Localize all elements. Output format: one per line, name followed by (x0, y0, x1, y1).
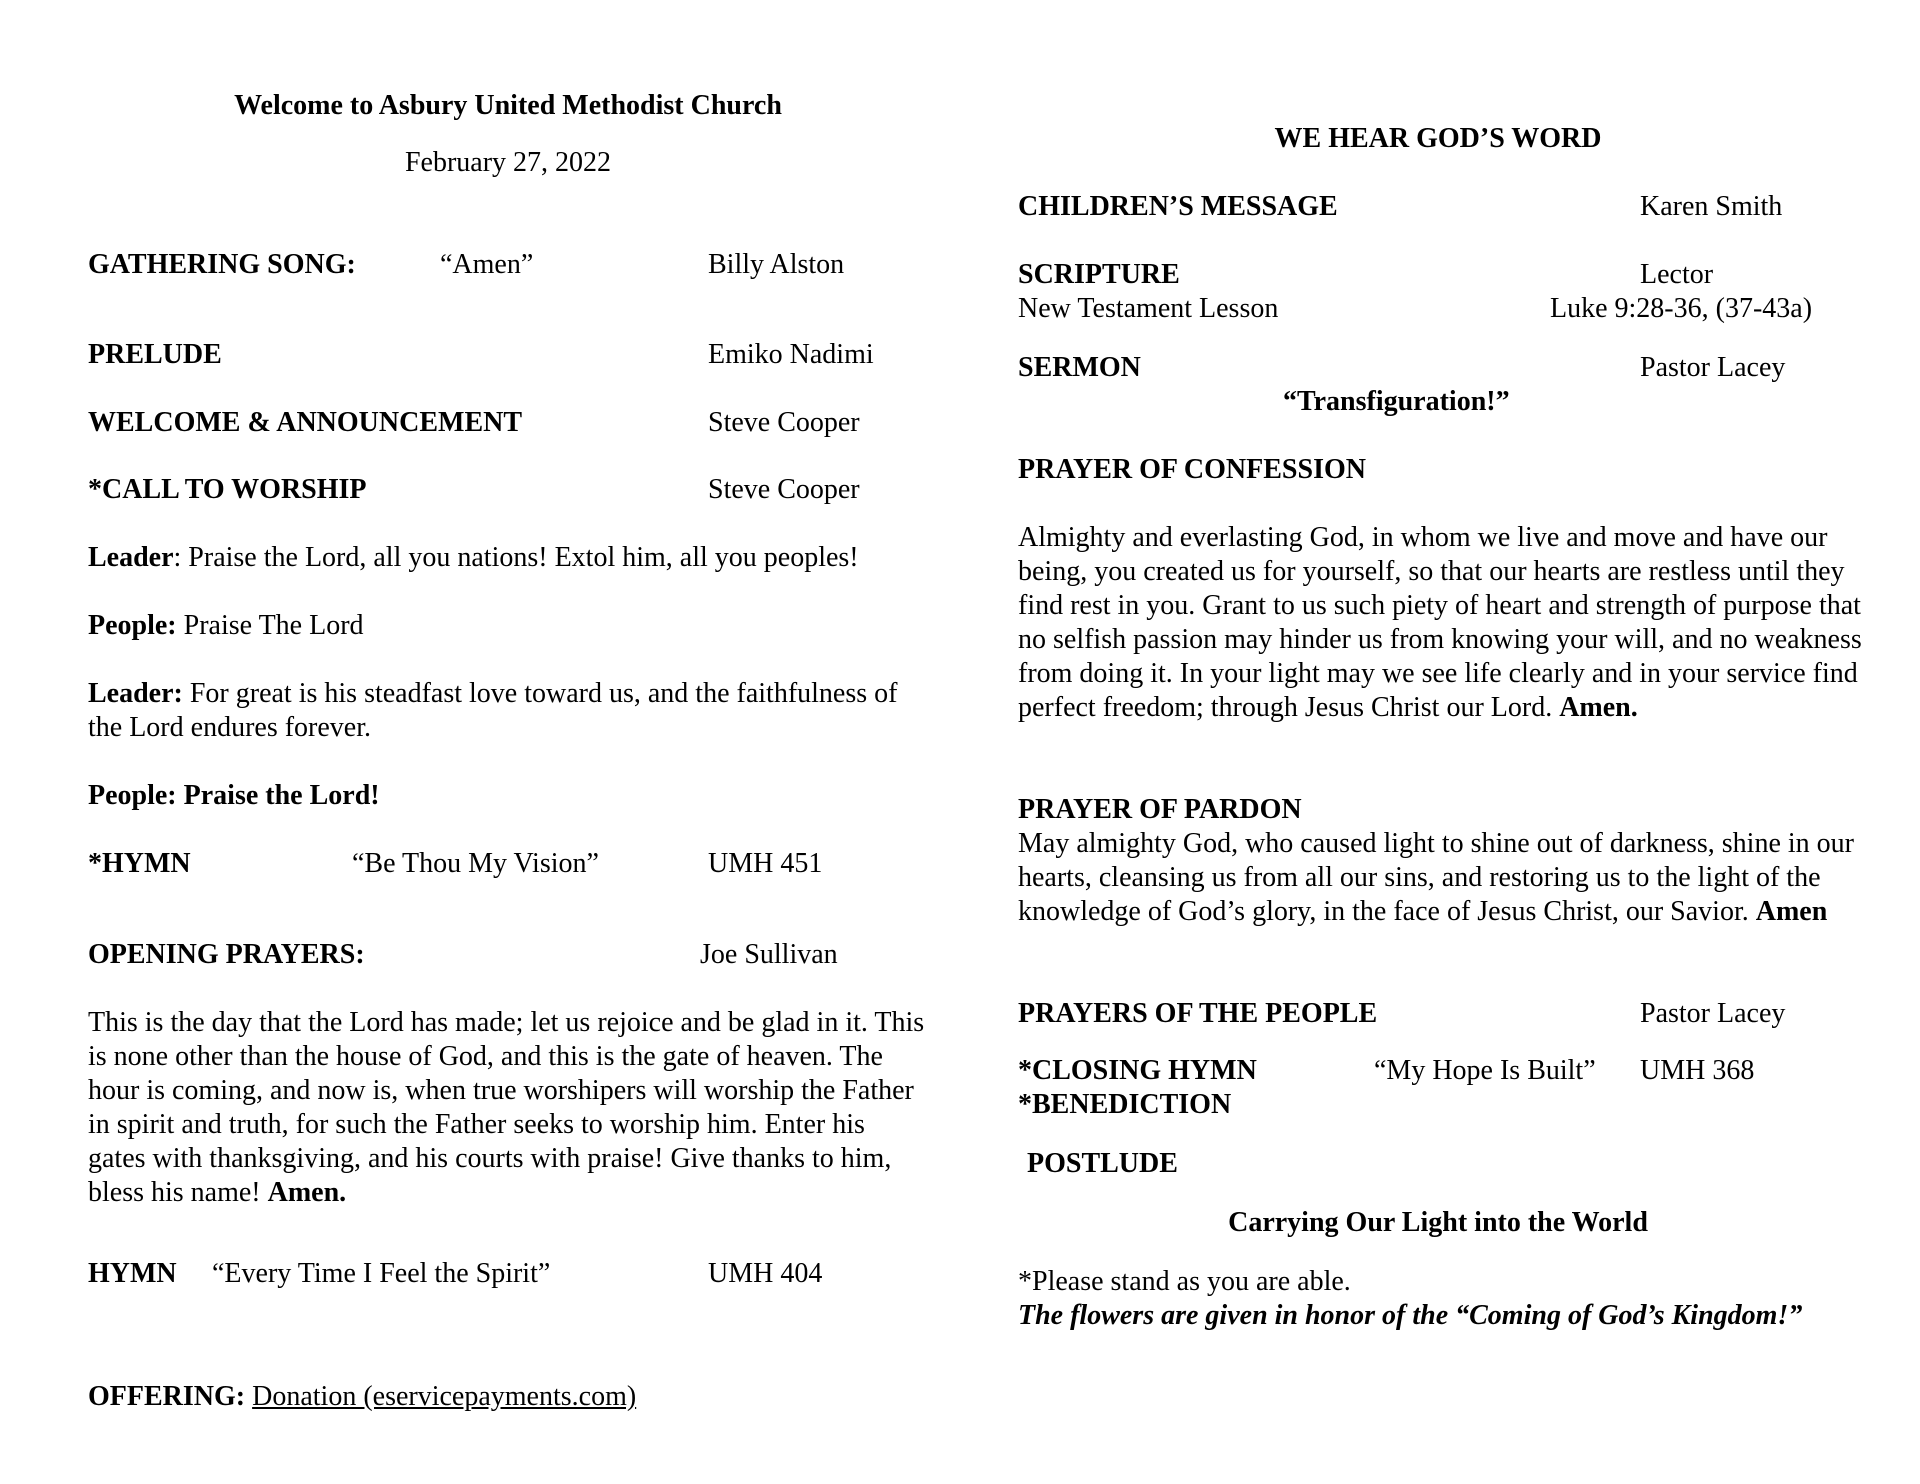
offering-line (88, 1380, 636, 1414)
leader-text: For great is his steadfast love toward us, and the faithfulness of the Lord endures forever. (88, 678, 898, 743)
sermon-title: “Transfiguration!” (1283, 386, 1510, 417)
opening-prayer-text (88, 1006, 928, 1210)
opening-prayers-label: OPENING PRAYERS: (88, 939, 365, 970)
hymn-2-title: “Every Time I Feel the Spirit” (212, 1258, 551, 1289)
people-response: People: Praise the Lord! (88, 780, 380, 811)
section-heading: WE HEAR GOD’S WORD (1274, 123, 1602, 154)
leader-label: Leader (88, 542, 174, 573)
pardon-body: May almighty God, who caused light to shine out of darkness, shine in our hearts, cleansing us from all our sins, and restoring us to the light of the knowledge of God’s glory, in the face of Jesus Christ, our Savior. (1018, 828, 1854, 927)
flowers-note: The flowers are given in honor of the “Coming of God’s Kingdom!” (1018, 1300, 1803, 1331)
leader-text: : Praise the Lord, all you nations! Extol him, all you peoples! (173, 542, 859, 573)
closing-hymn-number: UMH 368 (1640, 1055, 1755, 1086)
opening-prayer-body: This is the day that the Lord has made; let us rejoice and be glad in it. This is none other than the house of God, and this is the gate of heaven. The hour is coming, and now is, when true worshipers will worship the Father in spirit and truth, for such the Father seeks to worship him. Enter his gates with thanksgiving, and his courts with praise! Give thanks to him, bless his name! (88, 1007, 925, 1208)
scripture-person: Lector (1640, 259, 1714, 290)
hymn-label: *HYMN (88, 848, 191, 879)
leader-label: Leader: (88, 678, 183, 709)
people-label: People: (88, 610, 177, 641)
bulletin-title: Welcome to Asbury United Methodist Church (234, 90, 782, 121)
service-date: February 27, 2022 (404, 147, 612, 178)
hymn-2-label: HYMN (88, 1258, 177, 1289)
scripture-lesson: New Testament Lesson (1018, 293, 1279, 324)
prayers-of-people-person: Pastor Lacey (1640, 998, 1786, 1029)
opening-prayers-person: Joe Sullivan (700, 939, 838, 970)
hymn-number: UMH 451 (708, 848, 823, 879)
sermon-person: Pastor Lacey (1640, 352, 1786, 383)
benediction-label: *BENEDICTION (1018, 1089, 1232, 1120)
welcome-person: Steve Cooper (708, 407, 860, 438)
confession-text (1018, 521, 1866, 725)
people-line-1 (88, 609, 948, 643)
gathering-song-label: GATHERING SONG: (88, 249, 356, 280)
stand-note: *Please stand as you are able. (1018, 1266, 1351, 1297)
call-to-worship-label: *CALL TO WORSHIP (88, 474, 367, 505)
confession-body: Almighty and everlasting God, in whom we live and move and have our being, you created us for yourself, so that our hearts are restless until they find rest in you. Grant to us such piety of heart and strength of purpose that no selfish passion may hinder us from knowing your will, and no weakness from doing it. In your light may we see life clearly and in your service find perfect freedom; through Jesus Christ our Lord. (1018, 522, 1862, 723)
opening-prayer-amen: Amen. (267, 1177, 347, 1208)
offering-label: OFFERING: (88, 1381, 246, 1412)
postlude-label: POSTLUDE (1027, 1148, 1178, 1179)
closing-hymn-title: “My Hope Is Built” (1374, 1055, 1596, 1086)
confession-amen: Amen. (1559, 692, 1638, 723)
closing-hymn-label: *CLOSING HYMN (1018, 1055, 1257, 1086)
gathering-song-title: “Amen” (440, 249, 534, 280)
scripture-reference: Luke 9:28-36, (37-43a) (1550, 293, 1813, 324)
prelude-label: PRELUDE (88, 339, 222, 370)
people-text: Praise The Lord (176, 610, 364, 641)
scripture-label: SCRIPTURE (1018, 259, 1180, 290)
sermon-label: SERMON (1018, 352, 1141, 383)
hymn-2-number: UMH 404 (708, 1258, 823, 1289)
gathering-song-person: Billy Alston (708, 249, 845, 280)
confession-label: PRAYER OF CONFESSION (1018, 454, 1366, 485)
prayers-of-people-label: PRAYERS OF THE PEOPLE (1018, 998, 1378, 1029)
childrens-message-person: Karen Smith (1640, 191, 1783, 222)
pardon-text (1018, 827, 1874, 929)
pardon-amen: Amen (1755, 896, 1828, 927)
mission-statement: Carrying Our Light into the World (1228, 1207, 1648, 1238)
prelude-person: Emiko Nadimi (708, 339, 874, 370)
childrens-message-label: CHILDREN’S MESSAGE (1018, 191, 1338, 222)
leader-line-2 (88, 677, 928, 745)
leader-line-1 (88, 541, 948, 575)
donation-link[interactable]: Donation (eservicepayments.com) (252, 1381, 637, 1412)
hymn-title: “Be Thou My Vision” (352, 848, 599, 879)
welcome-label: WELCOME & ANNOUNCEMENT (88, 407, 523, 438)
call-to-worship-person: Steve Cooper (708, 474, 860, 505)
pardon-label: PRAYER OF PARDON (1018, 794, 1302, 825)
